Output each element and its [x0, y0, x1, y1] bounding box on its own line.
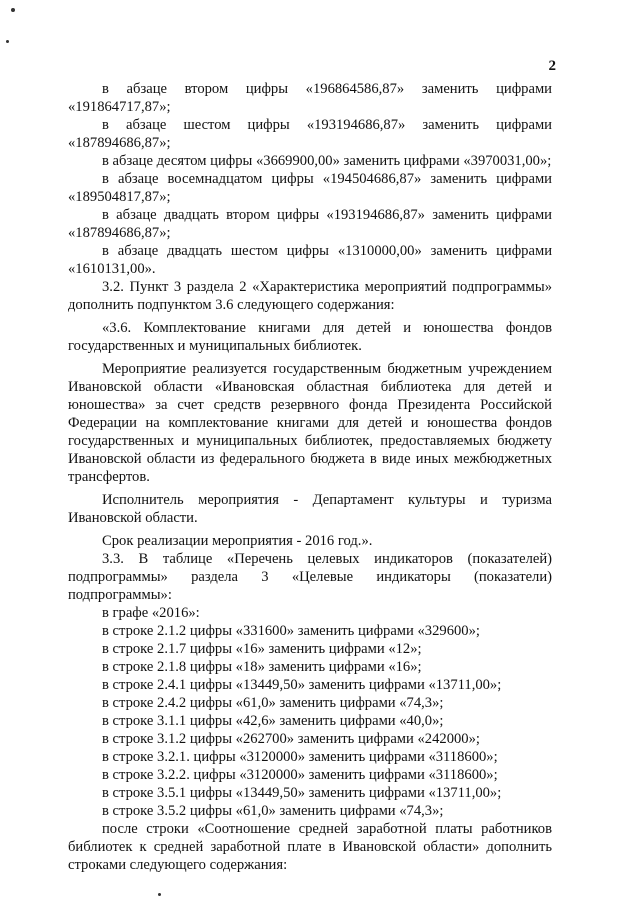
list-item: в графе «2016»: — [102, 605, 200, 621]
paragraph-abzac-6: в абзаце шестом цифры «193194686,87» заменить цифрами «187894686,87»; — [68, 117, 552, 151]
paragraph-abzac-26: в абзаце двадцать шестом цифры «1310000,00» заменить цифрами «1610131,00». — [68, 243, 552, 277]
list-item: в строке 2.1.8 цифры «18» заменить цифрами «16»; — [102, 659, 422, 675]
paragraph-abzac-10: в абзаце десятом цифры «3669900,00» заменить цифрами «3970031,00»; — [102, 153, 552, 169]
paragraph-measure-description: Мероприятие реализуется государственным бюджетным учреждением Ивановской области «Ивановская областная библиотека для детей и юношества» за счет средств резервного фонда Президента Российской Федерации на комплектование книгами для детей и юношества фондов государственных и муниципальных библиотек, предоставляемых бюджету Ивановской области из федерального бюджета в виде иных межбюджетных трансфертов. — [68, 361, 552, 485]
scan-speck — [158, 893, 161, 896]
list-item: в строке 2.1.7 цифры «16» заменить цифрами «12»; — [102, 641, 422, 657]
list-item: в строке 3.1.1 цифры «42,6» заменить цифрами «40,0»; — [102, 713, 444, 729]
paragraph-executor: Исполнитель мероприятия - Департамент культуры и туризма Ивановской области. — [68, 492, 552, 526]
list-item: в строке 3.5.1 цифры «13449,50» заменить цифрами «13711,00»; — [102, 785, 502, 801]
paragraph-item-3-6: «3.6. Комплектование книгами для детей и юношества фондов государственных и муниципальных библиотек. — [68, 320, 552, 354]
list-item: в строке 3.2.2. цифры «3120000» заменить цифрами «3118600»; — [102, 767, 498, 783]
paragraph-abzac-18: в абзаце восемнадцатом цифры «194504686,87» заменить цифрами «189504817,87»; — [68, 171, 552, 205]
paragraph-abzac-22: в абзаце двадцать втором цифры «193194686,87» заменить цифрами «187894686,87»; — [68, 207, 552, 241]
list-item: в строке 3.1.2 цифры «262700» заменить цифрами «242000»; — [102, 731, 480, 747]
paragraph-abzac-2: в абзаце втором цифры «196864586,87» заменить цифрами «191864717,87»; — [68, 81, 552, 115]
paragraph-item-3-2: 3.2. Пункт 3 раздела 2 «Характеристика мероприятий подпрограммы» дополнить подпунктом 3.6 следующего содержания: — [68, 279, 552, 313]
paragraph-deadline: Срок реализации мероприятия - 2016 год.». — [102, 533, 373, 549]
document-body — [68, 80, 552, 874]
paragraph-closing: после строки «Соотношение средней заработной платы работников библиотек к средней заработной плате в Ивановской области» дополнить строками следующего содержания: — [68, 821, 552, 873]
list-item: в строке 3.5.2 цифры «61,0» заменить цифрами «74,3»; — [102, 803, 444, 819]
list-item: в строке 2.4.1 цифры «13449,50» заменить цифрами «13711,00»; — [102, 677, 502, 693]
paragraph-item-3-3: 3.3. В таблице «Перечень целевых индикаторов (показателей) подпрограммы» раздела 3 «Целевые индикаторы (показатели) подпрограммы»: — [68, 551, 552, 603]
page-number: 2 — [548, 58, 556, 74]
list-item: в строке 3.2.1. цифры «3120000» заменить цифрами «3118600»; — [102, 749, 498, 765]
scan-speck — [6, 40, 9, 43]
row-change-list — [68, 604, 552, 820]
list-item: в строке 2.1.2 цифры «331600» заменить цифрами «329600»; — [102, 623, 480, 639]
scan-speck — [11, 8, 15, 12]
list-item: в строке 2.4.2 цифры «61,0» заменить цифрами «74,3»; — [102, 695, 444, 711]
